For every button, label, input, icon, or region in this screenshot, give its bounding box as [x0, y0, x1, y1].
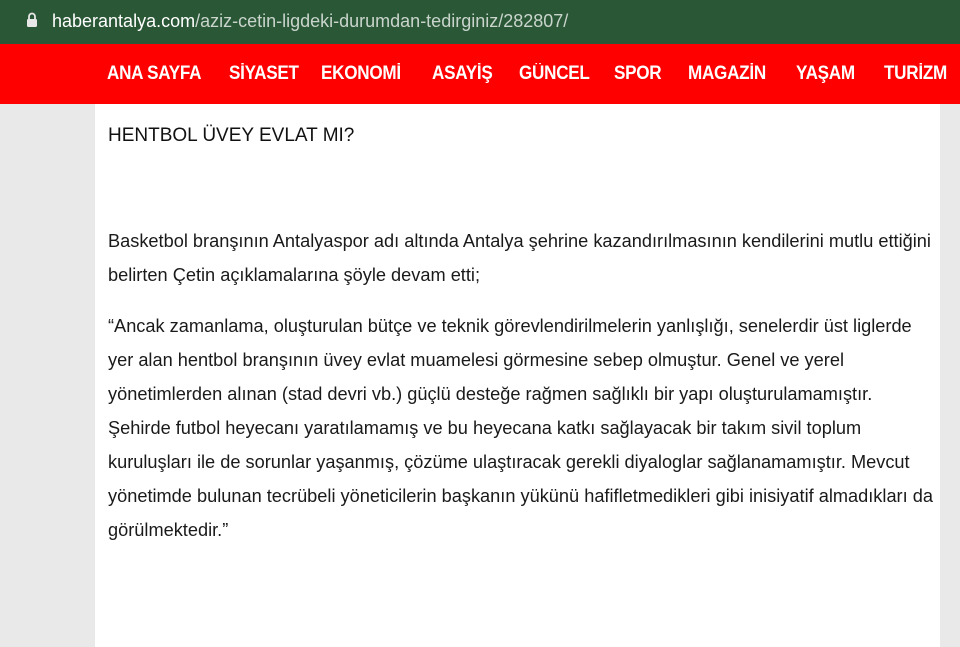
lock-icon: [26, 12, 38, 28]
url-domain: haberantalya.com: [52, 11, 196, 31]
url-path: /aziz-cetin-ligdeki-durumdan-tedirginiz/282807/: [195, 11, 569, 31]
nav-item-turizm[interactable]: TURİZM: [884, 63, 947, 84]
article-paragraph: Basketbol branşının Antalyaspor adı altında Antalya şehrine kazandırılmasının kendilerini mutlu ettiğini belirten Çetin açıklamalarına şöyle devam etti;: [108, 231, 931, 285]
nav-item-magazin[interactable]: MAGAZİN: [688, 63, 766, 84]
browser-address-bar[interactable]: [0, 0, 960, 44]
nav-item-spor[interactable]: SPOR: [614, 63, 662, 84]
nav-item-siyaset[interactable]: SİYASET: [229, 63, 299, 84]
nav-item-yasam[interactable]: YAŞAM: [796, 63, 855, 84]
main-navigation: [0, 44, 960, 104]
article-content: [95, 104, 940, 647]
nav-item-guncel[interactable]: GÜNCEL: [519, 63, 590, 84]
nav-item-ekonomi[interactable]: EKONOMİ: [321, 63, 401, 84]
url-text[interactable]: [52, 10, 568, 32]
nav-item-asayis[interactable]: ASAYİŞ: [432, 63, 493, 84]
article-subheading: HENTBOL ÜVEY EVLAT MI?: [108, 125, 355, 146]
nav-item-ana-sayfa[interactable]: ANA SAYFA: [107, 63, 202, 84]
article-quote-paragraph: “Ancak zamanlama, oluşturulan bütçe ve teknik görevlendirilmelerin yanlışlığı, senelerdir üst liglerde yer alan hentbol branşının üvey evlat muamelesi görmesine sebep olmuştur. Genel ve yerel yönetimlerden alınan (stad devri vb.) güçlü desteğe rağmen sağlıklı bir yapı oluşturulamamıştır. Şehirde futbol heyecanı yaratılamamış ve bu heyecana katkı sağlayacak bir takım sivil toplum kuruluşları ile de sorunlar yaşanmış, çözüme ulaştıracak gerekli diyaloglar sağlanamamıştır. Mevcut yönetimde bulunan tecrübeli yöneticilerin başkanın yükünü hafifletmedikleri gibi inisiyatif almadıkları da görülmektedir.”: [108, 316, 933, 540]
